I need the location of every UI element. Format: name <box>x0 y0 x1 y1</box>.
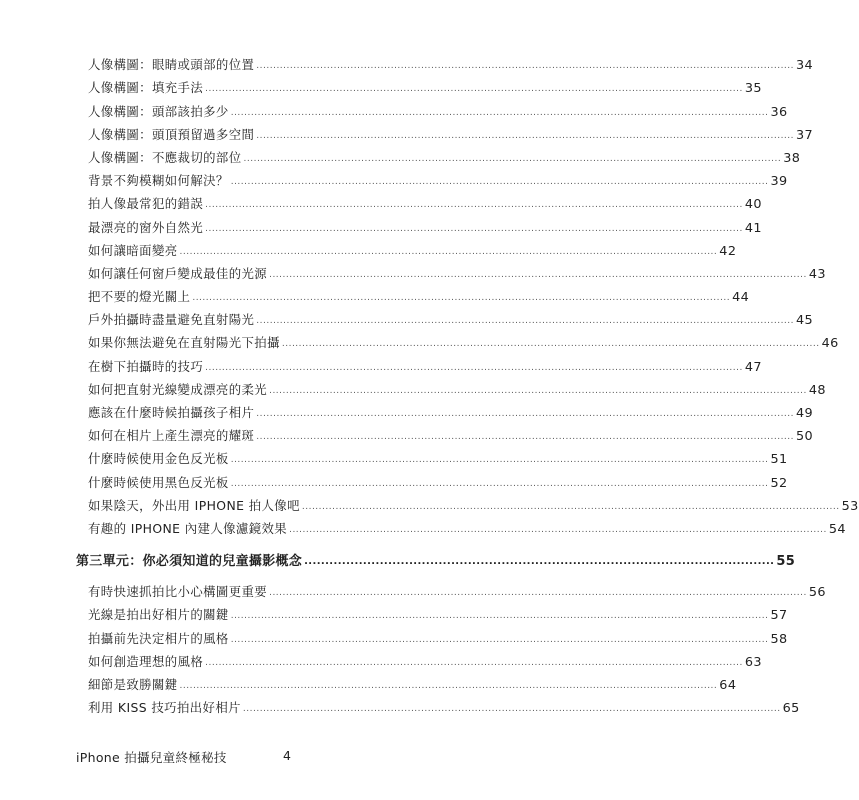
toc-entry[interactable] <box>88 421 814 445</box>
toc-entry[interactable] <box>88 120 814 143</box>
toc-entry[interactable] <box>88 375 826 398</box>
toc-entry[interactable] <box>88 212 762 236</box>
toc-entry-title: 在樹下拍攝時的技巧 <box>88 358 204 374</box>
dot-leader: ................................................................................................................................................................ <box>256 409 795 419</box>
toc-entry-title: 如何把直射光線變成漂亮的柔光 <box>88 381 268 397</box>
toc-entry[interactable] <box>88 467 788 491</box>
dot-leader: ................................................................................................................................................................ <box>230 634 769 645</box>
toc-entry-title: 拍人像最常犯的錯誤 <box>88 196 204 212</box>
dot-leader: ................................................................................................................................................................ <box>256 432 795 443</box>
dot-leader: ................................................................................................................................................................ <box>230 455 769 466</box>
toc-entry-title: 如何創造理想的風格 <box>88 653 204 669</box>
toc-entry-page-number: 44 <box>732 290 750 306</box>
toc-entry-title: 細節是致勝關鍵 <box>88 676 178 692</box>
toc-entry[interactable] <box>88 623 788 647</box>
dot-leader: ................................................................................................................................................................ <box>230 107 769 118</box>
dot-leader: ................................................................................................................................................................ <box>301 501 840 512</box>
dot-leader: ................................................................................................................................................................ <box>230 177 769 188</box>
toc-list <box>88 50 859 537</box>
dot-leader: ................................................................................................................................................................ <box>205 362 743 373</box>
toc-entry-title: 如果陰天，外出用 IPHONE 拍人像吧 <box>88 497 300 513</box>
dot-leader: ................................................................................................................................................................ <box>242 704 781 715</box>
toc-entry[interactable] <box>88 305 814 329</box>
dot-leader: ................................................................................................................ <box>304 556 775 567</box>
toc-entry-title: 光線是拍出好相片的關鍵 <box>88 607 229 623</box>
toc-entry-title: 拍攝前先決定相片的風格 <box>88 630 229 646</box>
toc-entry-page-number: 53 <box>841 498 859 514</box>
toc-entry-title: 戶外拍攝時盡量避免直射陽光 <box>88 312 255 328</box>
dot-leader: ................................................................................................................................................................ <box>269 588 807 599</box>
toc-entry[interactable] <box>88 444 788 468</box>
dot-leader: ................................................................................................................................................................ <box>192 293 731 304</box>
toc-entry[interactable] <box>88 96 788 120</box>
toc-entry[interactable] <box>88 491 859 514</box>
dot-leader: ................................................................................................................................................................ <box>269 269 807 280</box>
toc-entry-page-number: 65 <box>782 701 800 717</box>
toc-entry-page-number: 54 <box>828 521 846 537</box>
toc-entry-page-number: 38 <box>783 150 801 166</box>
dot-leader: ................................................................................................................................................................ <box>205 84 743 95</box>
toc-entry-title: 最漂亮的窗外自然光 <box>88 219 204 235</box>
toc-entry-page-number: 42 <box>719 243 737 259</box>
toc-entry-title: 利用 KISS 技巧拍出好相片 <box>88 700 241 716</box>
toc-entry-page-number: 51 <box>770 452 788 468</box>
toc-entry[interactable] <box>88 50 814 74</box>
dot-leader: ................................................................................................................................................................ <box>243 153 782 164</box>
toc-entry-title: 應該在什麼時候拍攝孩子相片 <box>88 405 255 420</box>
page-footer <box>76 748 292 766</box>
toc-entry[interactable] <box>88 328 839 352</box>
toc-entry-title: 如何在相片上產生漂亮的耀斑 <box>88 428 255 444</box>
toc-section-heading[interactable] <box>76 545 796 569</box>
toc-entry-page-number: 35 <box>744 81 762 97</box>
toc-entry[interactable] <box>88 351 762 375</box>
dot-leader: ................................................................................................................................................................ <box>289 524 827 535</box>
toc-entry-title: 人像構圖：填充手法 <box>88 80 204 96</box>
toc-entry[interactable] <box>88 398 814 421</box>
toc-entry[interactable] <box>88 693 800 717</box>
toc-entry-page-number: 48 <box>808 382 826 398</box>
toc-entry-title: 如何讓暗面變亮 <box>88 242 178 258</box>
toc-entry[interactable] <box>88 647 762 670</box>
dot-leader: ................................................................................................................................................................ <box>281 339 820 350</box>
toc-entry-title: 什麼時候使用黑色反光板 <box>88 474 229 490</box>
footer-book-title: iPhone 拍攝兒童終極秘技 <box>76 750 227 765</box>
toc-entry[interactable] <box>88 282 750 306</box>
toc-entry[interactable] <box>88 514 846 537</box>
toc-entry-page-number: 47 <box>744 359 762 375</box>
toc-entry-page-number: 50 <box>796 429 814 445</box>
toc-entry-page-number: 37 <box>796 127 814 143</box>
toc-entry[interactable] <box>88 577 826 601</box>
toc-entry-title: 人像構圖：眼睛或頭部的位置 <box>88 57 255 73</box>
toc-entry[interactable] <box>88 236 737 259</box>
section-title: 第三單元：你必須知道的兒童攝影概念 <box>76 554 303 569</box>
toc-entry[interactable] <box>88 259 826 282</box>
toc-entry-page-number: 39 <box>770 174 788 190</box>
dot-leader: ................................................................................................................................................................ <box>256 61 795 72</box>
toc-entry-page-number: 43 <box>808 266 826 282</box>
toc-list <box>88 577 826 717</box>
toc-entry-title: 什麼時候使用金色反光板 <box>88 451 229 467</box>
dot-leader: ................................................................................................................................................................ <box>179 680 718 691</box>
toc-entry-page-number: 40 <box>744 197 762 213</box>
toc-entry-page-number: 63 <box>744 654 762 670</box>
toc-entry[interactable] <box>88 670 737 693</box>
dot-leader: ................................................................................................................................................................ <box>205 200 743 211</box>
toc-entry[interactable] <box>88 143 801 166</box>
toc-entry-title: 人像構圖：頭頂預留過多空間 <box>88 126 255 142</box>
toc-entry-title: 有時快速抓拍比小心構圖更重要 <box>88 584 268 600</box>
toc-entry-page-number: 45 <box>796 313 814 329</box>
toc-entry-page-number: 56 <box>808 585 826 601</box>
toc-entry-page-number: 36 <box>770 104 788 120</box>
dot-leader: ................................................................................................................................................................ <box>205 223 743 234</box>
dot-leader: ................................................................................................................................................................ <box>230 611 769 622</box>
toc-entry-title: 把不要的燈光關上 <box>88 289 191 305</box>
section-page-number: 55 <box>776 554 796 569</box>
toc-entry[interactable] <box>88 166 788 190</box>
toc-entry[interactable] <box>88 600 788 624</box>
toc-entry-page-number: 58 <box>770 631 788 647</box>
toc-entry-page-number: 57 <box>770 608 788 624</box>
toc-entry[interactable] <box>88 73 762 97</box>
dot-leader: ................................................................................................................................................................ <box>205 657 743 668</box>
footer-page-number: 4 <box>283 748 292 763</box>
toc-entry-title: 有趣的 IPHONE 內建人像濾鏡效果 <box>88 520 288 536</box>
toc-entry-page-number: 41 <box>744 220 762 236</box>
toc-entry[interactable] <box>88 189 762 213</box>
toc-entry-page-number: 34 <box>796 58 814 74</box>
dot-leader: ................................................................................................................................................................ <box>256 316 795 327</box>
toc-entry-title: 背景不夠模糊如何解決？ <box>88 173 229 189</box>
dot-leader: ................................................................................................................................................................ <box>256 130 795 141</box>
toc-entry-title: 人像構圖：不應裁切的部位 <box>88 149 242 165</box>
toc-entry-page-number: 46 <box>821 336 839 352</box>
toc-entry-page-number: 49 <box>796 406 814 421</box>
toc-entry-title: 如果你無法避免在直射陽光下拍攝 <box>88 335 280 351</box>
dot-leader: ................................................................................................................................................................ <box>269 385 807 396</box>
dot-leader: ................................................................................................................................................................ <box>230 478 769 489</box>
toc-entry-page-number: 52 <box>770 475 788 491</box>
toc-entry-title: 人像構圖：頭部該拍多少 <box>88 103 229 119</box>
toc-entry-title: 如何讓任何窗戶變成最佳的光源 <box>88 265 268 281</box>
toc-entry-page-number: 64 <box>719 677 737 693</box>
dot-leader: ................................................................................................................................................................ <box>179 246 718 257</box>
